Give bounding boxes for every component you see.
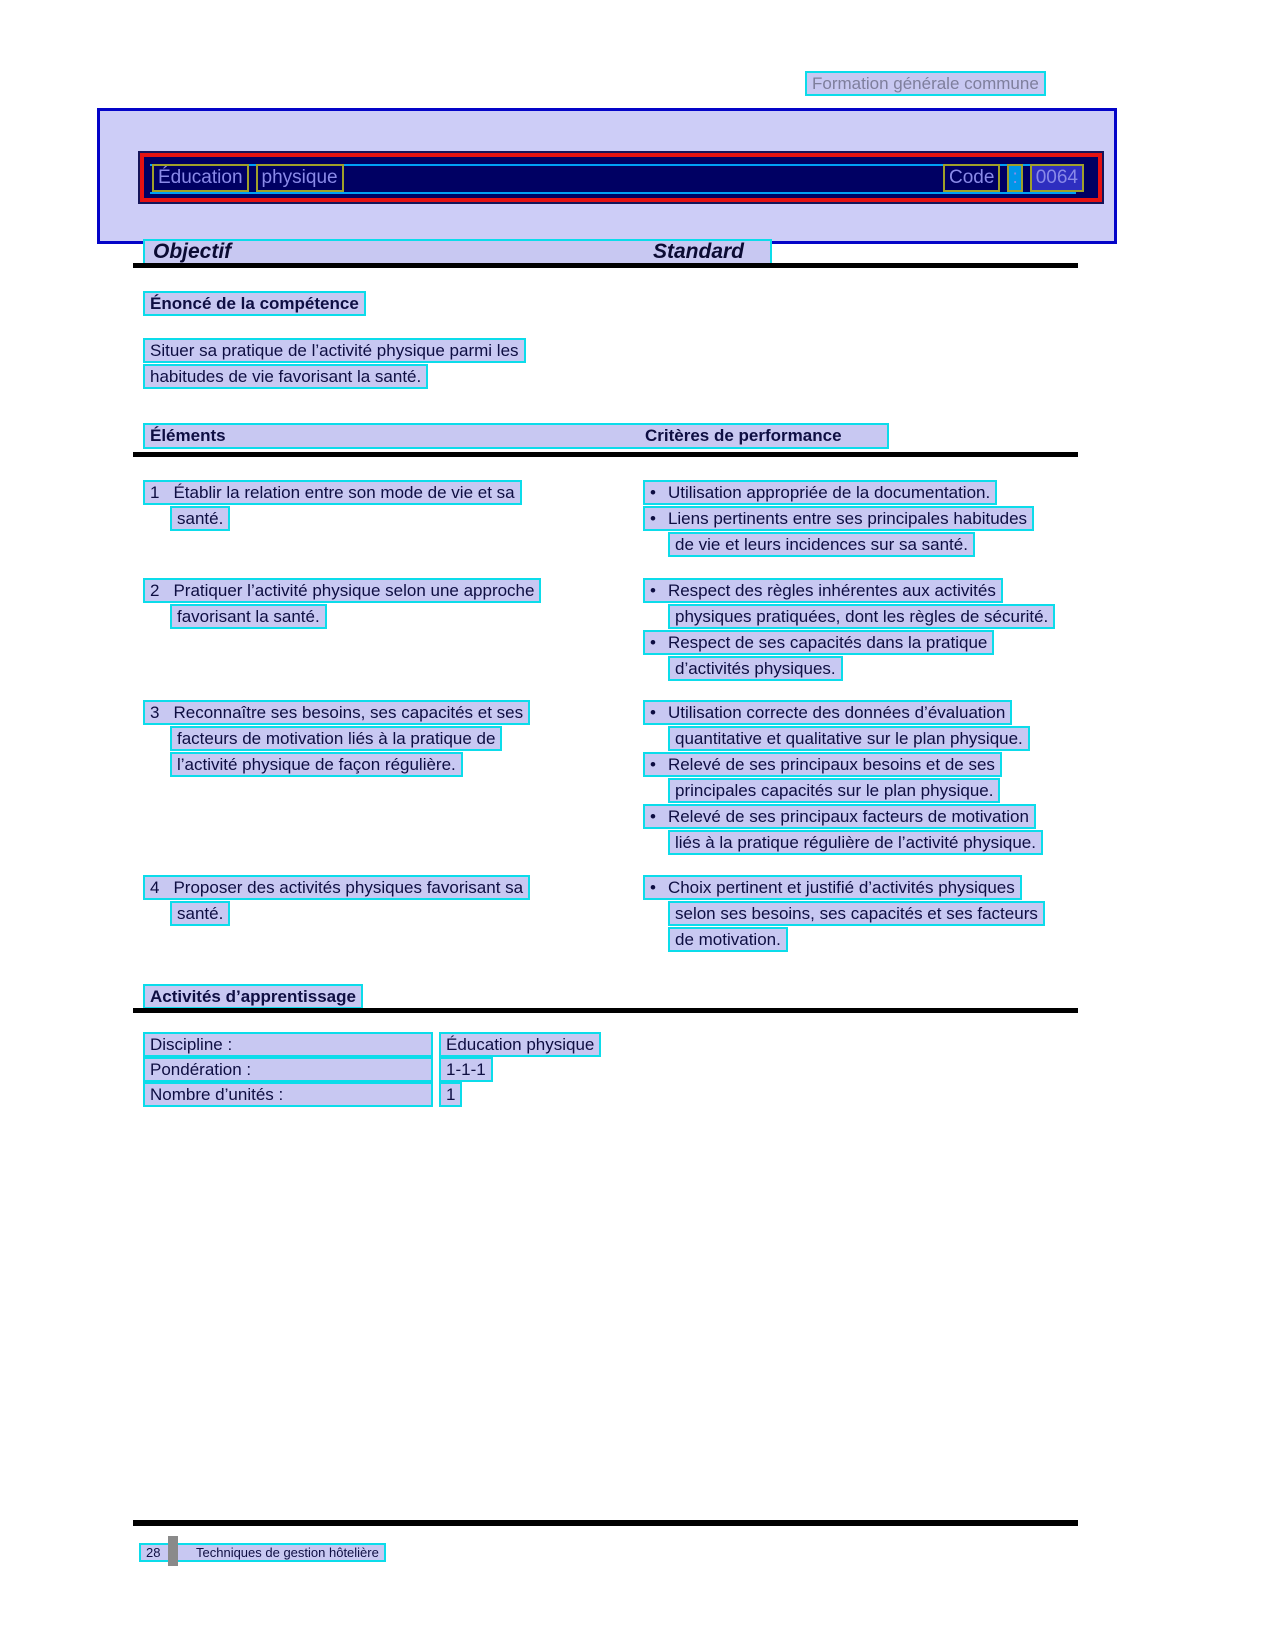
objective-header: Objectif: [153, 240, 232, 263]
criterion-line: [668, 778, 1000, 803]
bullet-icon: •: [650, 755, 656, 774]
criterion-line: [668, 927, 788, 952]
bullet-icon: •: [650, 483, 656, 502]
criterion-line: [643, 578, 1003, 603]
code-value: 0064: [1030, 164, 1084, 192]
line-text: Utilisation appropriée de la documentation.: [667, 483, 991, 502]
info-label: Pondération :: [143, 1057, 433, 1082]
element-line: [170, 901, 230, 926]
element-line: [170, 726, 502, 751]
info-value: 1: [439, 1082, 462, 1107]
statement-line: Situer sa pratique de l’activité physique parmi les: [143, 338, 526, 363]
course-code: [943, 164, 1098, 192]
code-label: Code: [943, 164, 1000, 192]
table-row: [143, 1082, 462, 1107]
item-number: 4: [150, 878, 160, 897]
criterion-line: [668, 726, 1030, 751]
line-text: Relevé de ses principaux facteurs de motivation: [667, 807, 1029, 826]
table-row: [143, 1057, 493, 1082]
criterion-line: [643, 804, 1036, 829]
line-text: favorisant la santé.: [177, 607, 320, 626]
footer-marker-bar: [168, 1536, 178, 1566]
item-number: 1: [150, 483, 160, 502]
criterion-line: [643, 630, 994, 655]
divider: [133, 452, 1078, 457]
divider: [133, 1520, 1078, 1526]
criterion-line: [643, 752, 1002, 777]
item-number: 3: [150, 703, 160, 722]
info-value: Éducation physique: [439, 1032, 601, 1057]
competence-heading: Énoncé de la compétence: [143, 291, 366, 316]
line-text: Reconnaître ses besoins, ses capacités et ses: [173, 703, 524, 722]
line-text: Utilisation correcte des données d’évaluation: [667, 703, 1006, 722]
element-line: [170, 752, 463, 777]
line-text: Proposer des activités physiques favorisant sa: [173, 878, 524, 897]
criterion-line: [668, 532, 975, 557]
standard-header: Standard: [653, 240, 745, 263]
line-text: Respect de ses capacités dans la pratique: [667, 633, 988, 652]
criteria-header: Critères de performance: [645, 426, 842, 445]
line-text: principales capacités sur le plan physique.: [675, 781, 994, 800]
line-text: l’activité physique de façon régulière.: [177, 755, 456, 774]
line-text: Choix pertinent et justifié d’activités physiques: [667, 878, 1015, 897]
elements-header: Éléments: [150, 426, 226, 445]
course-title: [144, 164, 344, 192]
criterion-line: [643, 700, 1012, 725]
line-text: liés à la pratique régulière de l’activité physique.: [675, 833, 1036, 852]
line-text: selon ses besoins, ses capacités et ses facteurs: [675, 904, 1038, 923]
info-value: 1-1-1: [439, 1057, 493, 1082]
element-line: [143, 875, 530, 900]
column-headers-row: [143, 239, 772, 265]
criterion-line: [668, 604, 1055, 629]
bullet-icon: •: [650, 878, 656, 897]
element-line: [170, 604, 327, 629]
course-title-word: physique: [256, 164, 344, 192]
bullet-icon: •: [650, 633, 656, 652]
elements-grid: [143, 480, 1133, 980]
info-label: Nombre d’unités :: [143, 1082, 433, 1107]
line-text: Respect des règles inhérentes aux activités: [667, 581, 996, 600]
table-row: [143, 1032, 601, 1057]
line-text: Pratiquer l’activité physique selon une approche: [173, 581, 535, 600]
divider: [133, 263, 1078, 268]
line-text: quantitative et qualitative sur le plan physique.: [675, 729, 1023, 748]
program-name: Techniques de gestion hôtelière: [196, 1545, 379, 1560]
bullet-icon: •: [650, 581, 656, 600]
divider: [133, 1008, 1078, 1013]
line-text: de vie et leurs incidences sur sa santé.: [675, 535, 968, 554]
learning-activities-heading: Activités d’apprentissage: [143, 984, 363, 1009]
code-separator: :: [1007, 164, 1022, 192]
line-text: santé.: [177, 904, 224, 923]
bullet-icon: •: [650, 509, 656, 528]
line-text: santé.: [177, 509, 224, 528]
element-line: [170, 506, 230, 531]
line-text: Liens pertinents entre ses principales habitudes: [667, 509, 1028, 528]
info-table: [143, 1032, 743, 1112]
statement-line: habitudes de vie favorisant la santé.: [143, 364, 428, 389]
bullet-icon: •: [650, 703, 656, 722]
course-banner: [140, 153, 1102, 202]
element-line: [143, 578, 541, 603]
line-text: Relevé de ses principaux besoins et de ses: [667, 755, 995, 774]
element-line: [143, 700, 530, 725]
criterion-line: [668, 901, 1045, 926]
item-number: 2: [150, 581, 160, 600]
criterion-line: [668, 656, 843, 681]
competence-statement: [143, 338, 743, 398]
page-number: 28: [146, 1545, 161, 1560]
line-text: physiques pratiquées, dont les règles de sécurité.: [675, 607, 1049, 626]
line-text: de motivation.: [675, 930, 781, 949]
criterion-line: [643, 480, 997, 505]
header-note: Formation générale commune: [805, 71, 1046, 96]
course-title-word: Éducation: [152, 164, 249, 192]
table-headers-row: [143, 423, 889, 449]
line-text: facteurs de motivation liés à la pratique de: [177, 729, 496, 748]
info-label: Discipline :: [143, 1032, 433, 1057]
element-line: [143, 480, 522, 505]
line-text: d’activités physiques.: [675, 659, 836, 678]
criterion-line: [643, 875, 1022, 900]
bullet-icon: •: [650, 807, 656, 826]
criterion-line: [668, 830, 1043, 855]
criterion-line: [643, 506, 1034, 531]
line-text: Établir la relation entre son mode de vie et sa: [173, 483, 515, 502]
